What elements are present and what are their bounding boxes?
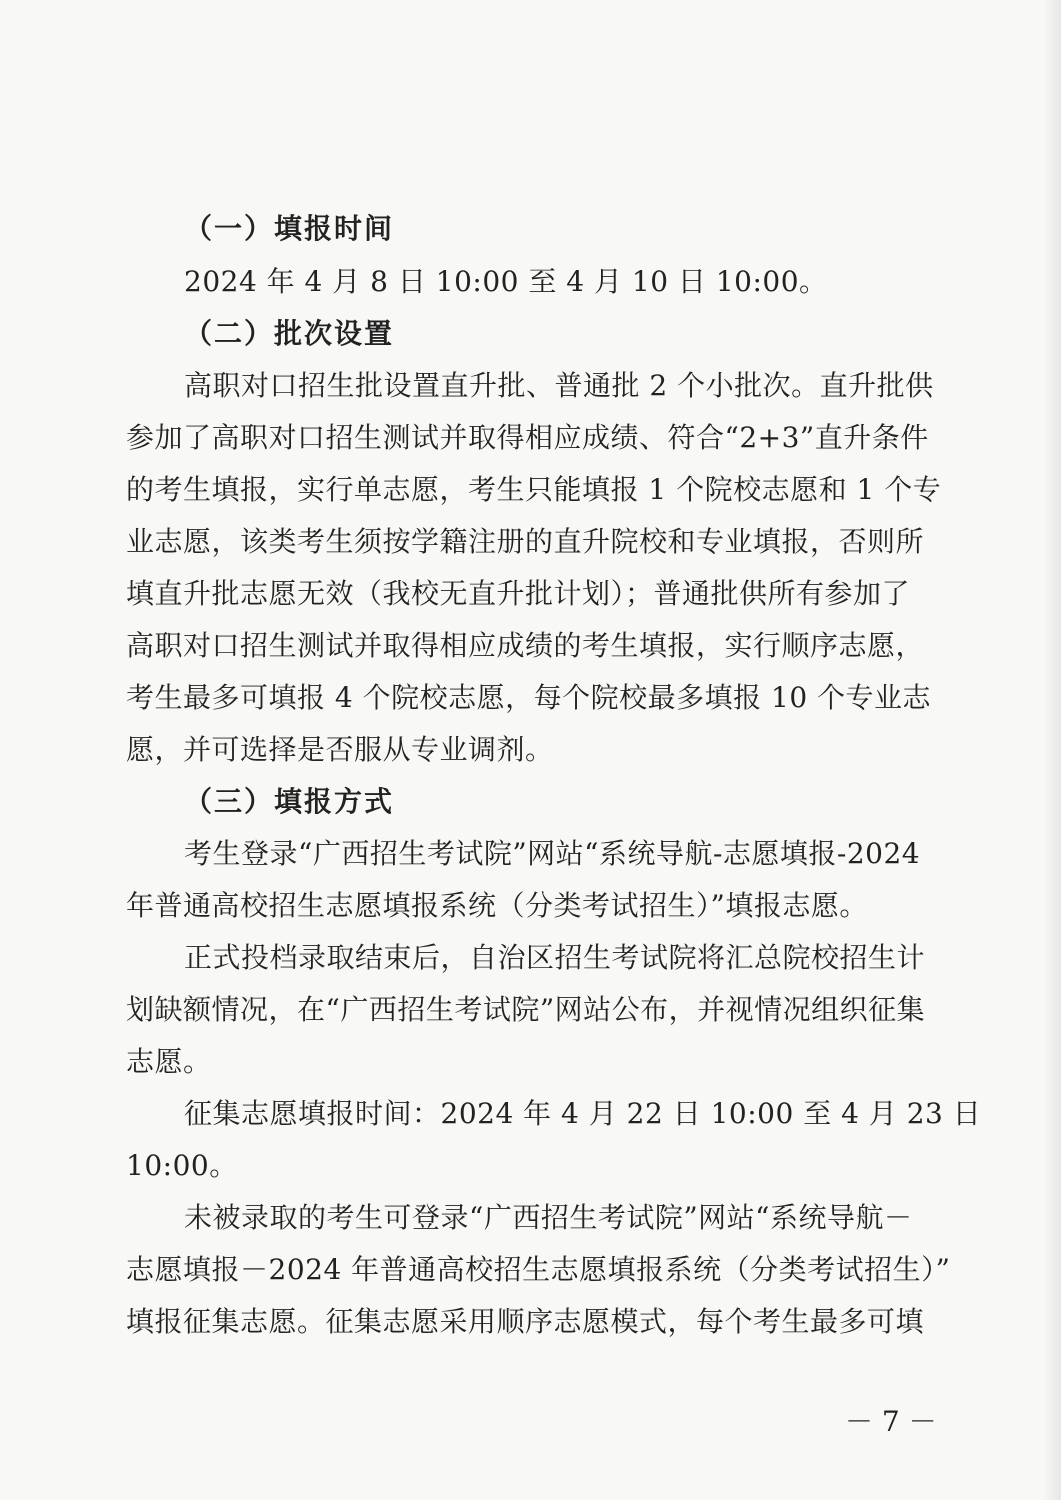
paragraph-line: 考生登录“广西招生考试院”网站“系统导航-志愿填报-2024	[184, 837, 921, 870]
paragraph-line: 志愿。	[126, 1045, 212, 1078]
paragraph-line: 正式投档录取结束后，自治区招生考试院将汇总院校招生计	[184, 941, 926, 974]
paragraph-line: 划缺额情况，在“广西招生考试院”网站公布，并视情况组织征集	[126, 993, 926, 1026]
paragraph-line: 高职对口招生测试并取得相应成绩的考生填报，实行顺序志愿，	[126, 629, 925, 662]
paragraph-line: 高职对口招生批设置直升批、普通批 2 个小批次。直升批供	[184, 369, 934, 402]
paragraph-line: 考生最多可填报 4 个院校志愿，每个院校最多填报 10 个专业志	[126, 681, 932, 714]
paragraph-line: 10:00。	[126, 1149, 238, 1182]
paragraph-line: 年普通高校招生志愿填报系统（分类考试招生）”填报志愿。	[126, 889, 868, 922]
section-heading-fill-method: （三）填报方式	[184, 785, 395, 818]
paragraph-line: 未被录取的考生可登录“广西招生考试院”网站“系统导航－	[184, 1201, 913, 1234]
paragraph-line: 业志愿，该类考生须按学籍注册的直升院校和专业填报，否则所	[126, 525, 925, 558]
section-heading-batch-setting: （二）批次设置	[184, 317, 395, 350]
paragraph-line: 志愿填报－2024 年普通高校招生志愿填报系统（分类考试招生）”	[126, 1253, 951, 1286]
paragraph-line: 愿，并可选择是否服从专业调剂。	[126, 733, 554, 766]
paragraph-line: 填报征集志愿。征集志愿采用顺序志愿模式，每个考生最多可填	[126, 1305, 925, 1338]
paragraph-line: 的考生填报，实行单志愿，考生只能填报 1 个院校志愿和 1 个专	[126, 473, 942, 506]
paragraph-line: 填直升批志愿无效（我校无直升批计划）；普通批供所有参加了	[126, 577, 911, 610]
section-heading-fill-time: （一）填报时间	[184, 212, 395, 245]
fill-time-text: 2024 年 4 月 8 日 10:00 至 4 月 10 日 10:00。	[184, 265, 828, 298]
paragraph-line: 参加了高职对口招生测试并取得相应成绩、符合“2+3”直升条件	[126, 421, 929, 454]
scan-edge-shadow	[1043, 0, 1061, 1500]
paragraph-line: 征集志愿填报时间：2024 年 4 月 22 日 10:00 至 4 月 23 日	[184, 1097, 982, 1130]
page-number: － 7 －	[845, 1405, 937, 1438]
